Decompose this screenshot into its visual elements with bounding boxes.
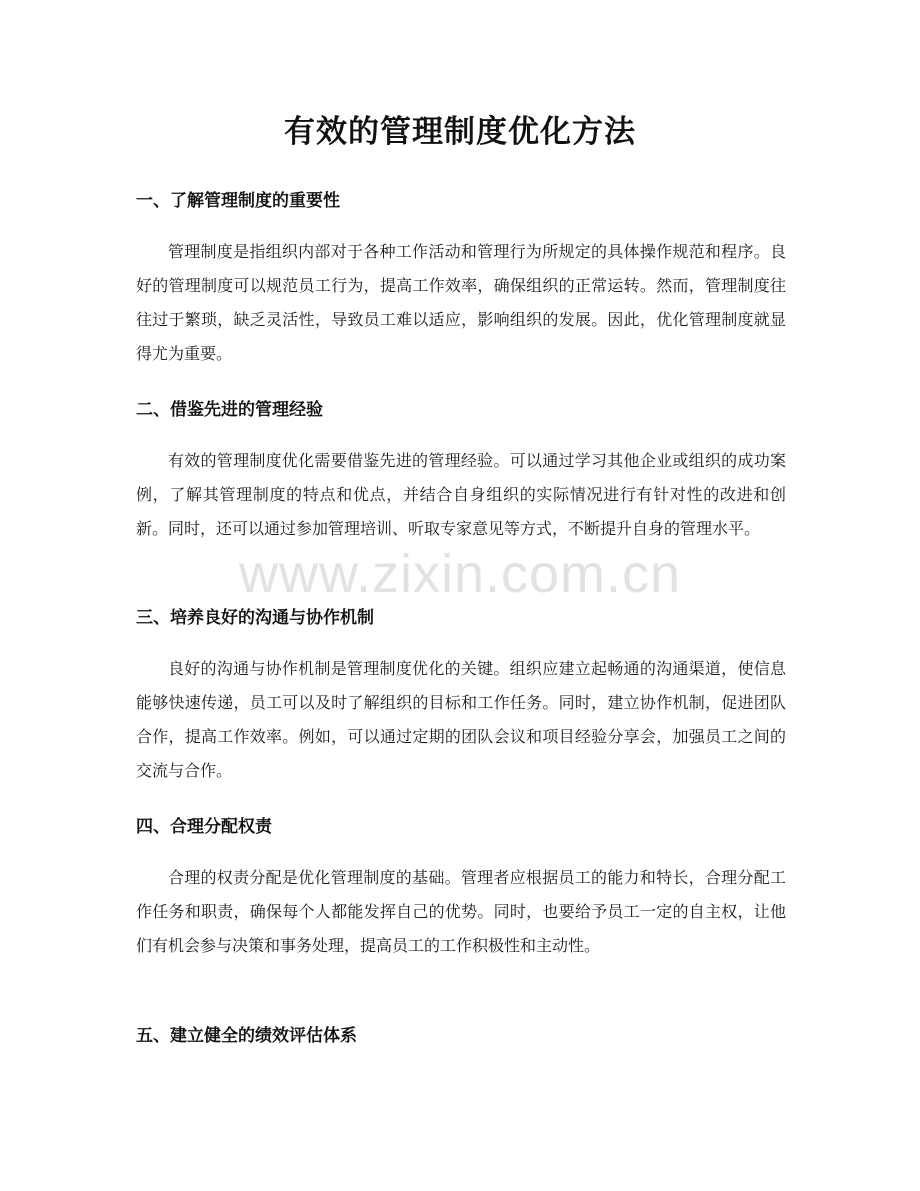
section-3 xyxy=(136,604,786,788)
document-title: 有效的管理制度优化方法 xyxy=(284,114,636,150)
watermark-text: www.zixin.com.cn xyxy=(238,544,682,604)
section-4 xyxy=(136,813,786,963)
section-paragraph: 管理制度是指组织内部对于各种工作活动和管理行为所规定的具体操作规范和程序。良好的管理制度可以规范员工行为，提高工作效率，确保组织的正常运转。然而，管理制度往往过于繁琐，缺乏灵活性，导致员工难以适应，影响组织的发展。因此，优化管理制度就显得尤为重要。 xyxy=(136,242,786,363)
section-5 xyxy=(136,1022,786,1050)
section-2 xyxy=(136,396,786,546)
section-heading: 四、合理分配权责 xyxy=(136,817,272,837)
section-paragraph: 有效的管理制度优化需要借鉴先进的管理经验。可以通过学习其他企业或组织的成功案例，了解其管理制度的特点和优点，并结合自身组织的实际情况进行有针对性的改进和创新。同时，还可以通过参加管理培训、听取专家意见等方式，不断提升自身的管理水平。 xyxy=(136,451,786,538)
section-heading: 一、了解管理制度的重要性 xyxy=(136,191,340,211)
section-heading: 二、借鉴先进的管理经验 xyxy=(136,400,323,420)
section-1 xyxy=(136,187,786,371)
section-paragraph: 良好的沟通与协作机制是管理制度优化的关键。组织应建立起畅通的沟通渠道，使信息能够快速传递，员工可以及时了解组织的目标和工作任务。同时，建立协作机制，促进团队合作，提高工作效率。例如，可以通过定期的团队会议和项目经验分享会，加强员工之间的交流与合作。 xyxy=(136,659,786,780)
section-paragraph: 合理的权责分配是优化管理制度的基础。管理者应根据员工的能力和特长，合理分配工作任务和职责，确保每个人都能发挥自己的优势。同时，也要给予员工一定的自主权，让他们有机会参与决策和事务处理，提高员工的工作积极性和主动性。 xyxy=(136,868,786,955)
section-heading: 五、建立健全的绩效评估体系 xyxy=(136,1026,357,1046)
section-heading: 三、培养良好的沟通与协作机制 xyxy=(136,608,374,628)
